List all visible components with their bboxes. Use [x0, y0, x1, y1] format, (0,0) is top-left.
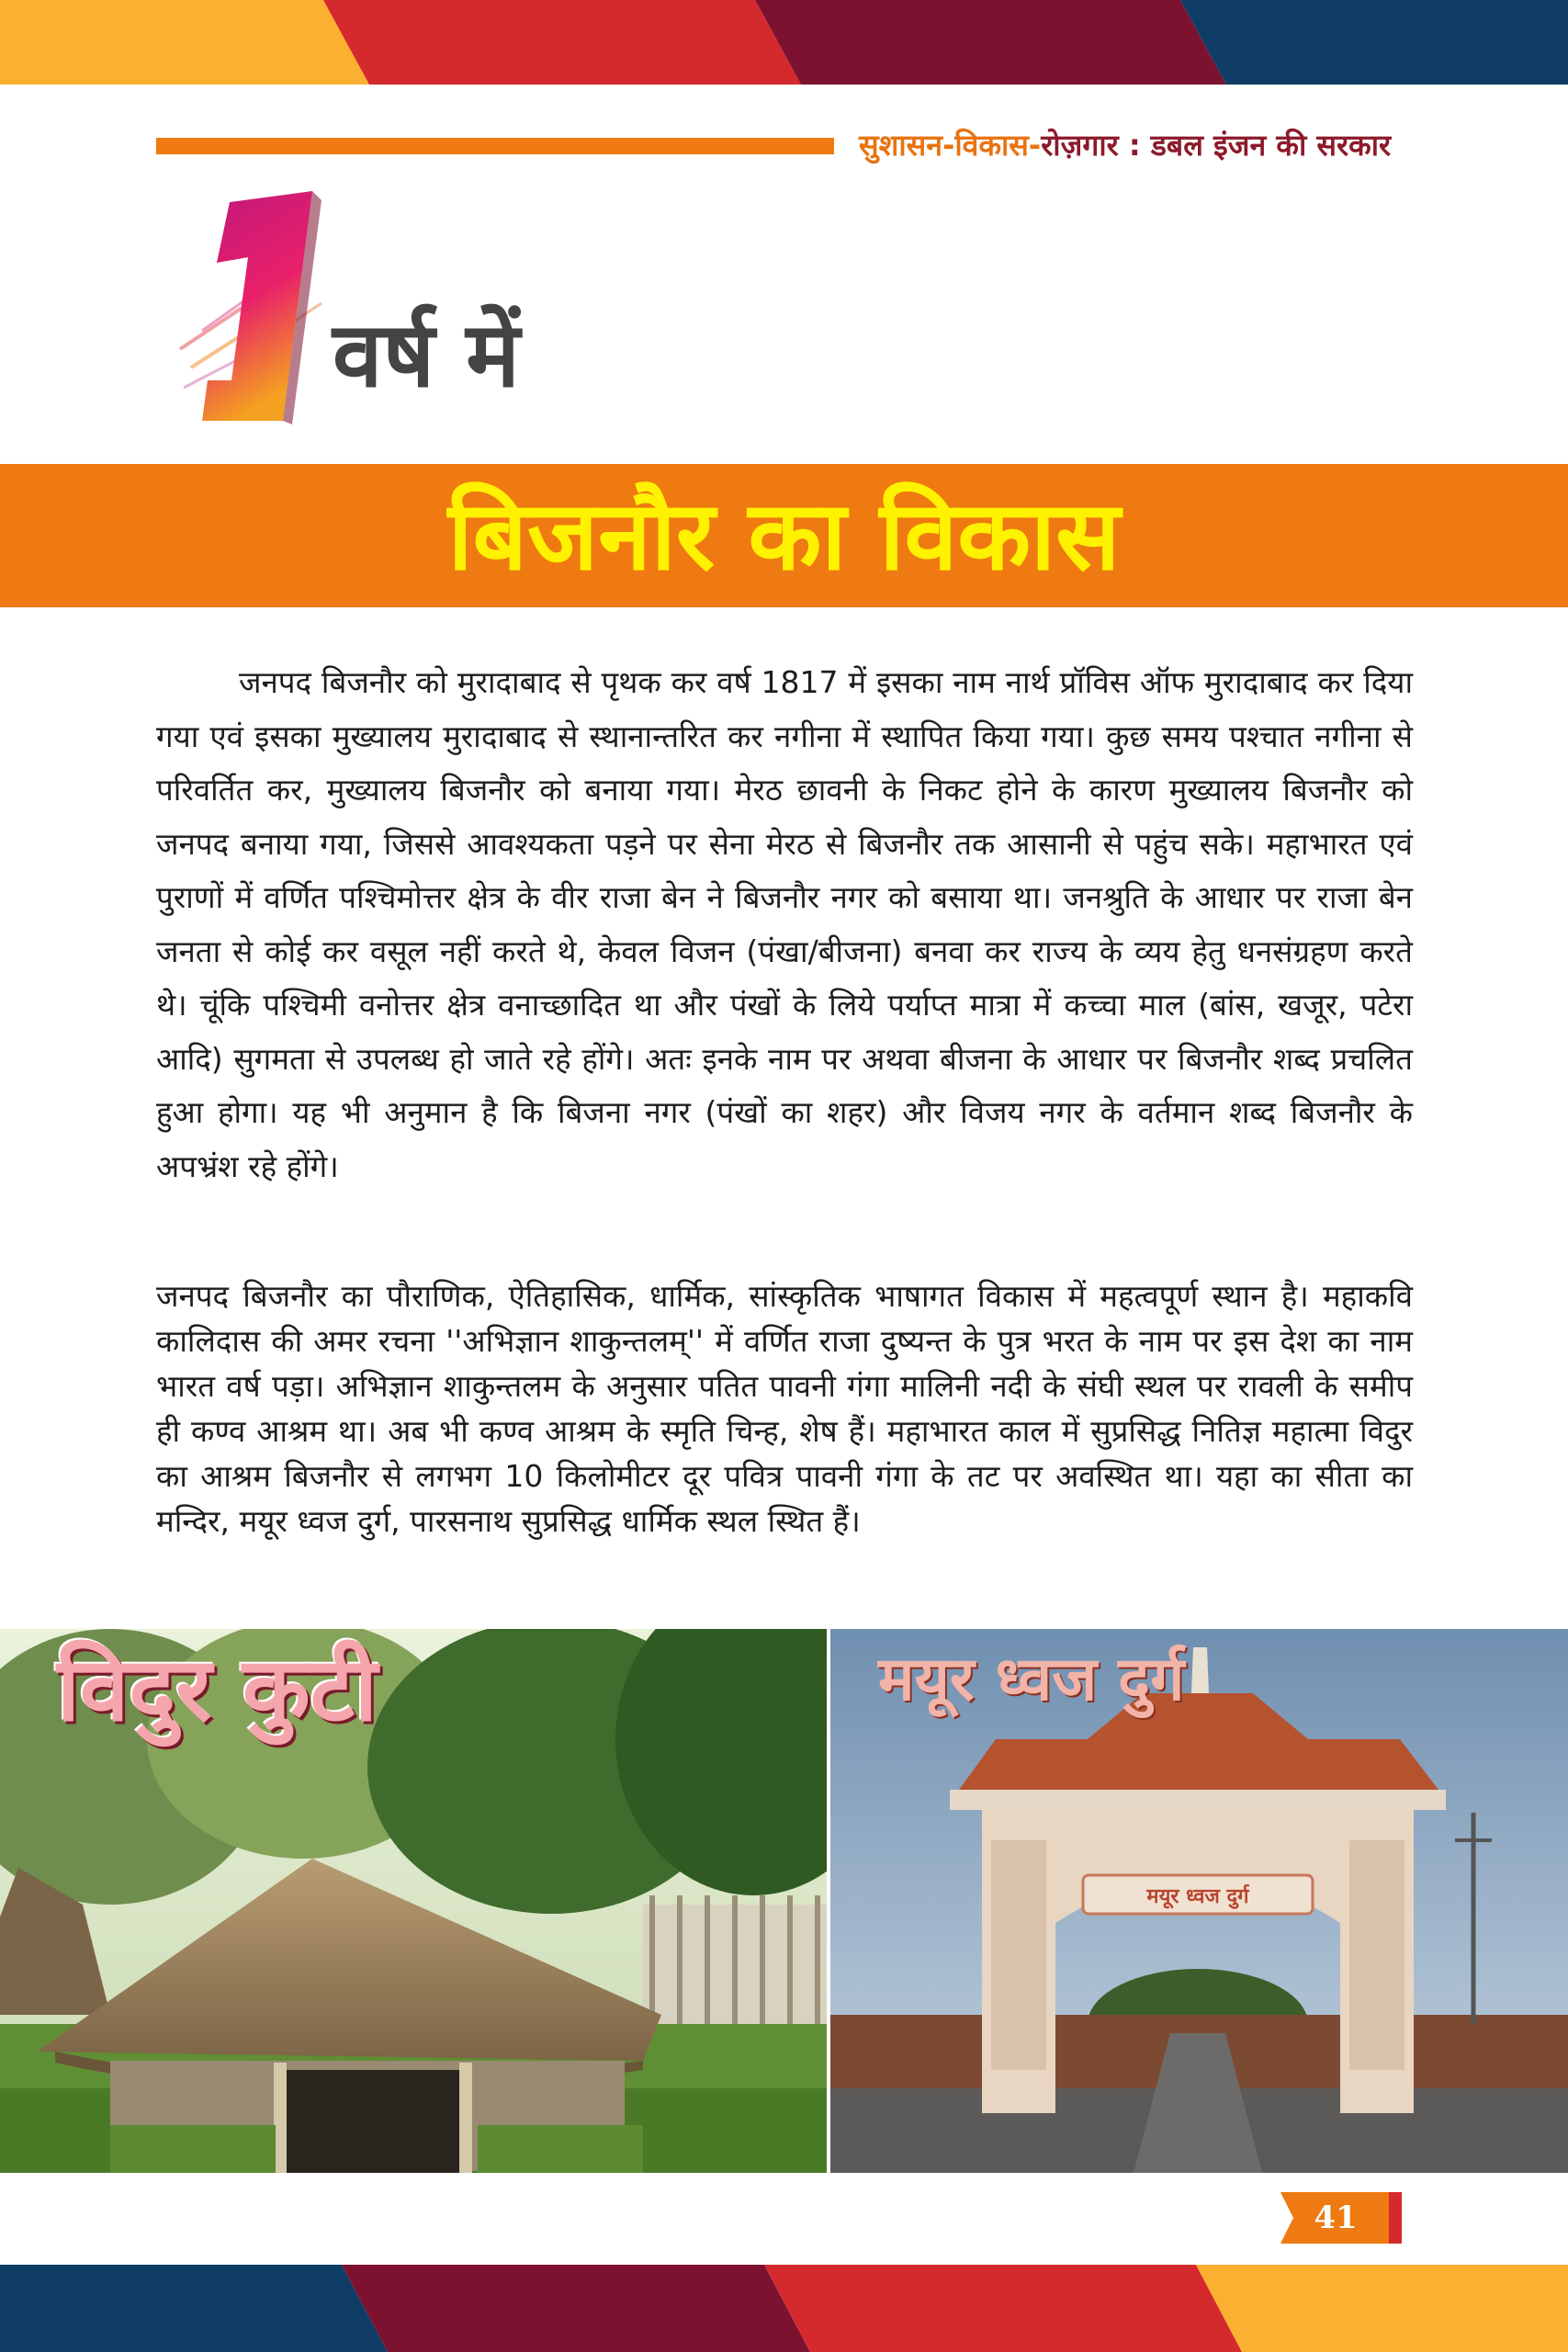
top-color-band: [0, 0, 1568, 85]
body-paragraph-1: जनपद बिजनौर को मुरादाबाद से पृथक कर वर्ष 1817 में इसका नाम नार्थ प्रॉविस ऑफ मुरादाबाद कर दिया गया एवं इसका मुख्यालय मुरादाबाद से स्थानान्तरित कर नगीना में स्थापित किया गया। कुछ समय पश्चात नगीना से परिवर्तित कर, मुख्यालय बिजनौर को बनाया गया। मेरठ छावनी के निकट होने के कारण मुख्यालय बिजनौर को जनपद बनाया गया, जिससे आवश्यकता पड़ने पर सेना मेरठ से बिजनौर तक आसानी से पहुंच सके। महाभारत एवं पुराणों में वर्णित पश्चिमोत्तर क्षेत्र के वीर राजा बेन ने बिजनौर नगर को बसाया था। जनश्रुति के आधार पर राजा बेन जनता से कोई कर वसूल नहीं करते थे, केवल विजन (पंखा/बीजना) बनवा कर राज्य के व्यय हेतु धनसंग्रहण करते थे। चूंकि पश्चिमी वनोत्तर क्षेत्र वनाच्छादित था और पंखों के लिये पर्याप्त मात्रा में कच्चा माल (बांस, खजूर, पटेरा आदि) सुगमता से उपलब्ध हो जाते रहे होंगे। अतः इनके नाम पर अथवा बीजना के आधार पर बिजनौर शब्द प्रचलित हुआ होगा। यह भी अनुमान है कि बिजना नगर (पंखों का शहर) और विजय नगर के वर्तमान शब्द बिजनौर के अपभ्रंश रहे होंगे।: [156, 664, 1413, 1184]
title-bar: [0, 464, 1568, 607]
header-title-part2: विकास-: [954, 128, 1042, 163]
page-number-tag: [1280, 2192, 1409, 2244]
main-title: बिजनौर का विकास: [447, 480, 1121, 592]
header-title-part3: रोज़गार : डबल इंजन की सरकार: [1041, 128, 1392, 163]
header-title-part1: सुशासन-: [859, 128, 955, 163]
header-title: [859, 127, 1391, 164]
mayur-dhwaj-durg-caption: मयूर ध्वज दुर्ग: [878, 1644, 1185, 1714]
page-number: 41: [1314, 2199, 1358, 2236]
big-number-one: [175, 184, 331, 432]
header-rule: [156, 138, 834, 154]
gate-sign: मयूर ध्वज दुर्ग: [1146, 1885, 1249, 1908]
year-text: वर्ष में: [333, 303, 520, 408]
vidur-kuti-caption: विदुर कुटी: [57, 1638, 378, 1741]
mayur-dhwaj-durg-photo: [830, 1629, 1568, 2173]
bottom-color-band: [0, 2265, 1568, 2352]
body-paragraph-2: जनपद बिजनौर का पौराणिक, ऐतिहासिक, धार्मिक, सांस्कृतिक भाषागत विकास में महत्वपूर्ण स्थान है। महाकवि कालिदास की अमर रचना ''अभिज्ञान शाकुन्तलम्'' में वर्णित राजा दुष्यन्त के पुत्र भरत के नाम पर इस देश का नाम भारत वर्ष पड़ा। अभिज्ञान शाकुन्तलम के अनुसार पतित पावनी गंगा मालिनी नदी के संघी स्थल पर रावली के समीप ही कण्व आश्रम था। अब भी कण्व आश्रम के स्मृति चिन्ह, शेष हैं। महाभारत काल में सुप्रसिद्ध नितिज्ञ महात्मा विदुर का आश्रम बिजनौर से लगभग 10 किलोमीटर दूर पवित्र पावनी गंगा के तट पर अवस्थित था। यहा का सीता का मन्दिर, मयूर ध्वज दुर्ग, पारसनाथ सुप्रसिद्ध धार्मिक स्थल स्थित हैं।: [156, 1278, 1413, 1539]
vidur-kuti-photo: [0, 1629, 827, 2173]
